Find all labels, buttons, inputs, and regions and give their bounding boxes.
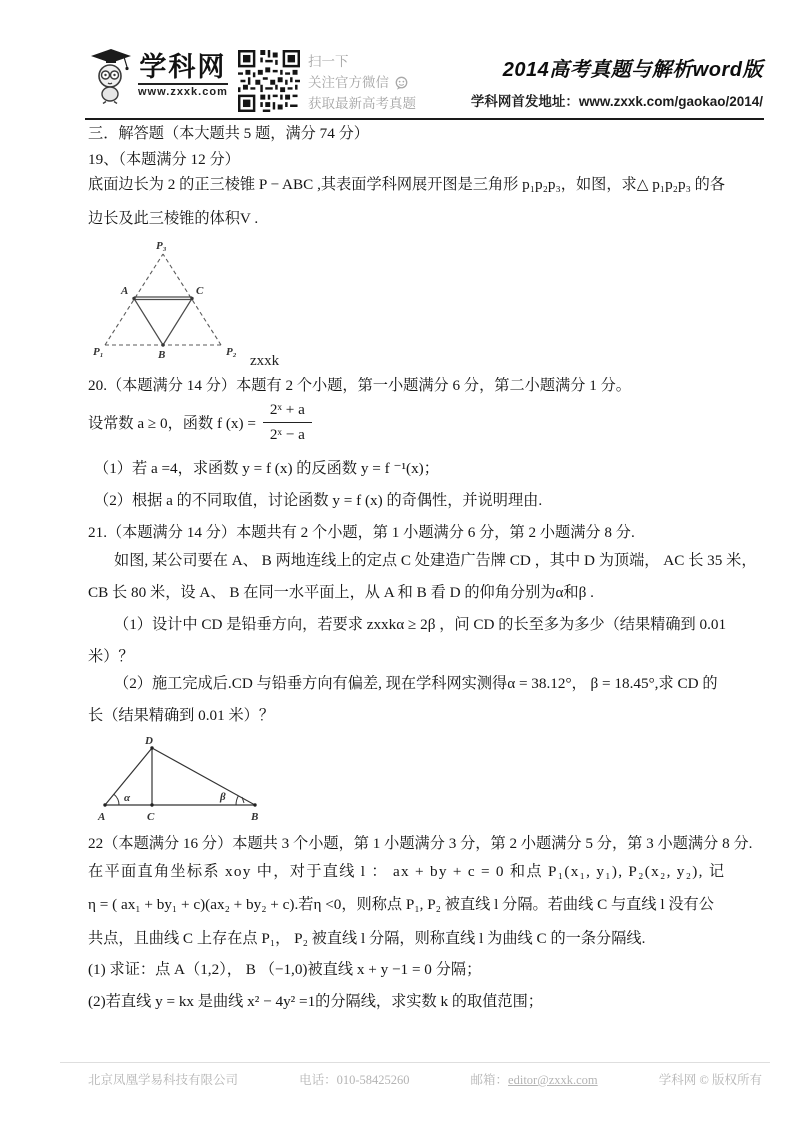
- footer-divider: [60, 1062, 770, 1063]
- edition-title: 2014高考真题与解析word版: [502, 59, 763, 81]
- brand-name: 学科网: [139, 51, 227, 82]
- zxxk-mascot-icon: [88, 46, 134, 104]
- fraction-denominator: 2ˣ − a: [263, 422, 312, 445]
- q22-part-2: (2)若直线 y = kx 是曲线 x² − 4y² =1的分隔线，求实数 k 的取值范围；: [88, 993, 543, 1010]
- q19-header: 19、（本题满分 12 分）: [88, 151, 240, 168]
- footer-email-group: [471, 1070, 598, 1088]
- q20-header: 20.（本题满分 14 分）本题有 2 个小题，第一小题满分 6 分，第二小题满分 1 分。: [88, 377, 631, 394]
- q21-part-2-cont: 长（结果精确到 0.01 米）？: [88, 707, 275, 724]
- q21-label-b: B: [251, 811, 259, 823]
- q21-part-2: （2）施工完成后.CD 与铅垂方向有偏差, 现在学科网实测得α = 38.12°， β = 18.45°,求 CD 的: [114, 675, 718, 692]
- footer-email-link[interactable]: editor@zxxk.com: [508, 1073, 598, 1087]
- q19-label-p2: P₂: [226, 346, 237, 358]
- q20-formula-lhs: 设常数 a ≥ 0，函数 f (x) =: [88, 415, 256, 432]
- q19-label-p1: P₁: [93, 346, 104, 358]
- q20-function-formula: [88, 400, 312, 445]
- q19-figure-triangle-net: [93, 238, 243, 360]
- source-line: 学科网首发地址：www.zxxk.com/gaokao/2014/: [470, 94, 763, 109]
- footer: [88, 1070, 762, 1088]
- qr-code-icon: [238, 50, 300, 117]
- footer-email-label: 邮箱：: [470, 1073, 509, 1087]
- wechat-bubble-icon: [394, 76, 409, 90]
- q21-label-beta: β: [220, 791, 226, 803]
- q21-figure-elevation-triangle: [95, 735, 270, 823]
- q22-text-2: η = ( ax₁ + by₁ + c)(ax₂ + by₂ + c).若η <0，则称点 P₁, P₂ 被直线 l 分隔。若曲线 C 与直线 l 没有公: [88, 896, 714, 913]
- section-title: 三．解答题（本大题共 5 题，满分 74 分）: [88, 125, 369, 142]
- q21-label-a: A: [98, 811, 106, 823]
- q22-text-1: 在平面直角坐标系 xoy 中，对于直线 l ： ax + by + c = 0 和点 P₁(x₁, y₁), P₂(x₂, y₂), 记: [88, 863, 726, 880]
- q19-text-1: 底面边长为 2 的正三棱锥 P − ABC ,其表面学科网展开图是三角形 p₁p₂p₃，如图，求△ p₁p₂p₃ 的各: [88, 176, 726, 193]
- footer-phone: 电话：010-58425260: [299, 1073, 410, 1087]
- q19-label-c: C: [196, 285, 204, 297]
- qr-caption-line2: 关注官方微信: [308, 75, 389, 90]
- fraction-numerator: 2ˣ + a: [269, 401, 305, 418]
- footer-company: 北京凤凰学易科技有限公司: [88, 1073, 239, 1087]
- q20-part-1: （1）若 a =4，求函数 y = f (x) 的反函数 y = f ⁻¹(x)；: [94, 460, 439, 477]
- q21-header: 21.（本题满分 14 分）本题共有 2 个小题，第 1 小题满分 6 分，第 2 小题满分 8 分.: [88, 524, 635, 541]
- footer-copyright: 学科网 © 版权所有: [658, 1073, 762, 1087]
- q19-label-b: B: [158, 349, 166, 360]
- brand-url: www.zxxk.com: [138, 83, 228, 98]
- q19-text-2: 边长及此三棱锥的体积V .: [88, 210, 259, 227]
- q22-part-1: (1) 求证：点 A（1,2）， B （−1,0)被直线 x + y −1 = 0 分隔；: [88, 961, 482, 978]
- zxxk-logo: [88, 46, 228, 104]
- q19-label-p3: P₃: [156, 240, 167, 252]
- q20-formula-fraction: [263, 400, 312, 445]
- q22-header: 22（本题满分 16 分）本题共 3 个小题，第 1 小题满分 3 分，第 2 小题满分 5 分，第 3 小题满分 8 分.: [88, 835, 753, 852]
- qr-caption: [308, 51, 416, 114]
- q20-part-2: （2）根据 a 的不同取值，讨论函数 y = f (x) 的奇偶性，并说明理由.: [94, 492, 543, 509]
- q21-part-1: （1）设计中 CD 是铅垂方向，若要求 zxxkα ≥ 2β ，问 CD 的长至多为多少（结果精确到 0.01: [114, 616, 727, 633]
- header-divider: [85, 118, 764, 120]
- q22-text-3: 共点，且曲线 C 上存在点 P₁， P₂ 被直线 l 分隔，则称直线 l 为曲线 C 的一条分隔线.: [88, 930, 646, 947]
- q21-label-c: C: [147, 811, 155, 823]
- q19-label-a: A: [121, 285, 129, 297]
- q21-text-1: 如图, 某公司要在 A、 B 两地连线上的定点 C 处建造广告牌 CD ，其中 D 为顶端， AC 长 35 米，: [114, 552, 757, 569]
- q21-part-1-cont: 米）？: [88, 648, 134, 665]
- q21-text-2: CB 长 80 米，设 A、 B 在同一水平面上，从 A 和 B 看 D 的仰角分别为α和β .: [88, 584, 594, 601]
- q21-label-d: D: [145, 735, 153, 747]
- qr-caption-line3: 获取最新高考真题: [308, 96, 416, 111]
- qr-caption-line1: 扫一下: [308, 54, 349, 69]
- q21-label-alpha: α: [124, 792, 131, 804]
- q19-figure-caption: zxxk: [250, 353, 280, 369]
